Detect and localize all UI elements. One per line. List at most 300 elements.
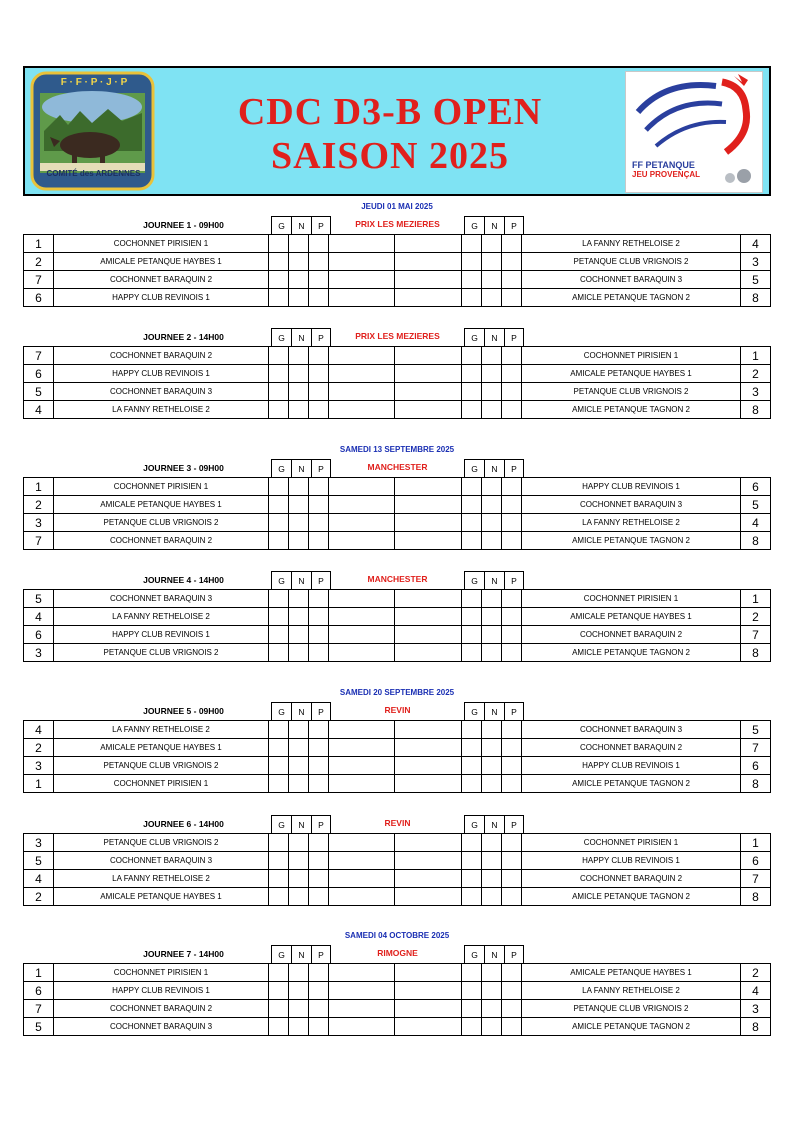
home-p-cell[interactable]: [309, 982, 329, 1000]
home-seed: 6: [24, 289, 54, 307]
away-g-cell[interactable]: [462, 775, 482, 793]
home-g-cell[interactable]: [269, 496, 289, 514]
home-score-cell[interactable]: [329, 271, 395, 289]
away-p-cell[interactable]: [502, 532, 522, 550]
home-seed: 7: [24, 1000, 54, 1018]
away-g-cell[interactable]: [462, 496, 482, 514]
home-seed: 2: [24, 253, 54, 271]
round-header: [23, 216, 770, 235]
home-g-cell[interactable]: [269, 982, 289, 1000]
home-score-cell[interactable]: [329, 532, 395, 550]
away-score-cell[interactable]: [395, 365, 462, 383]
away-score-cell[interactable]: [395, 496, 462, 514]
home-p-cell[interactable]: [309, 644, 329, 662]
away-score-cell[interactable]: [395, 532, 462, 550]
home-p-cell[interactable]: [309, 532, 329, 550]
home-p-cell[interactable]: [309, 964, 329, 982]
away-n-cell[interactable]: [482, 982, 502, 1000]
away-n-cell[interactable]: [482, 964, 502, 982]
home-n-cell[interactable]: [289, 590, 309, 608]
away-seed: 5: [741, 271, 771, 289]
col-p: P: [311, 459, 331, 478]
away-score-cell[interactable]: [395, 626, 462, 644]
away-n-cell[interactable]: [482, 401, 502, 419]
home-score-cell[interactable]: [329, 834, 395, 852]
home-n-cell[interactable]: [289, 514, 309, 532]
away-g-cell[interactable]: [462, 347, 482, 365]
away-g-cell[interactable]: [462, 964, 482, 982]
away-p-cell[interactable]: [502, 514, 522, 532]
away-n-cell[interactable]: [482, 365, 502, 383]
away-seed: 7: [741, 739, 771, 757]
home-p-cell[interactable]: [309, 757, 329, 775]
away-score-cell[interactable]: [395, 253, 462, 271]
home-n-cell[interactable]: [289, 964, 309, 982]
away-p-cell[interactable]: [502, 1000, 522, 1018]
away-score-cell[interactable]: [395, 834, 462, 852]
away-n-cell[interactable]: [482, 235, 502, 253]
away-p-cell[interactable]: [502, 626, 522, 644]
away-seed: 8: [741, 401, 771, 419]
home-p-cell[interactable]: [309, 852, 329, 870]
home-n-cell[interactable]: [289, 870, 309, 888]
away-score-cell[interactable]: [395, 401, 462, 419]
home-seed: 5: [24, 1018, 54, 1036]
home-team: HAPPY CLUB REVINOIS 1: [54, 982, 269, 1000]
away-n-cell[interactable]: [482, 347, 502, 365]
home-score-cell[interactable]: [329, 626, 395, 644]
round-label: JOURNEE 3 - 09H00: [143, 463, 224, 473]
away-p-cell[interactable]: [502, 271, 522, 289]
away-seed: 8: [741, 775, 771, 793]
away-seed: 2: [741, 608, 771, 626]
home-p-cell[interactable]: [309, 834, 329, 852]
away-g-cell[interactable]: [462, 834, 482, 852]
away-score-cell[interactable]: [395, 289, 462, 307]
away-p-cell[interactable]: [502, 347, 522, 365]
away-p-cell[interactable]: [502, 964, 522, 982]
away-n-cell[interactable]: [482, 496, 502, 514]
away-p-cell[interactable]: [502, 775, 522, 793]
round-venue: MANCHESTER: [367, 462, 428, 472]
home-g-cell[interactable]: [269, 1000, 289, 1018]
away-g-cell[interactable]: [462, 852, 482, 870]
home-g-cell[interactable]: [269, 964, 289, 982]
away-n-cell[interactable]: [482, 626, 502, 644]
table-row: [24, 514, 771, 532]
away-n-cell[interactable]: [482, 1018, 502, 1036]
home-p-cell[interactable]: [309, 590, 329, 608]
col-g: G: [271, 945, 291, 964]
away-n-cell[interactable]: [482, 775, 502, 793]
home-g-cell[interactable]: [269, 253, 289, 271]
home-n-cell[interactable]: [289, 365, 309, 383]
home-g-cell[interactable]: [269, 289, 289, 307]
away-g-cell[interactable]: [462, 478, 482, 496]
away-p-cell[interactable]: [502, 478, 522, 496]
away-p-cell[interactable]: [502, 852, 522, 870]
home-score-cell[interactable]: [329, 347, 395, 365]
home-g-cell[interactable]: [269, 235, 289, 253]
home-p-cell[interactable]: [309, 235, 329, 253]
away-score-cell[interactable]: [395, 757, 462, 775]
col-n: N: [291, 945, 311, 964]
round-header: [23, 945, 770, 964]
home-score-cell[interactable]: [329, 775, 395, 793]
away-score-cell[interactable]: [395, 271, 462, 289]
away-team: LA FANNY RETHELOISE 2: [522, 235, 741, 253]
home-p-cell[interactable]: [309, 478, 329, 496]
away-g-cell[interactable]: [462, 626, 482, 644]
home-g-cell[interactable]: [269, 608, 289, 626]
home-score-cell[interactable]: [329, 590, 395, 608]
home-g-cell[interactable]: [269, 775, 289, 793]
home-n-cell[interactable]: [289, 626, 309, 644]
home-p-cell[interactable]: [309, 289, 329, 307]
away-p-cell[interactable]: [502, 235, 522, 253]
home-score-cell[interactable]: [329, 757, 395, 775]
col-g: G: [271, 571, 291, 590]
away-score-cell[interactable]: [395, 590, 462, 608]
home-p-cell[interactable]: [309, 383, 329, 401]
away-team: AMICALE PETANQUE HAYBES 1: [522, 964, 741, 982]
home-score-cell[interactable]: [329, 365, 395, 383]
round-label: JOURNEE 2 - 14H00: [143, 332, 224, 342]
home-g-cell[interactable]: [269, 739, 289, 757]
home-p-cell[interactable]: [309, 496, 329, 514]
table-row: [24, 964, 771, 982]
away-g-cell[interactable]: [462, 870, 482, 888]
home-n-cell[interactable]: [289, 608, 309, 626]
home-g-cell[interactable]: [269, 401, 289, 419]
home-p-cell[interactable]: [309, 1000, 329, 1018]
away-p-cell[interactable]: [502, 721, 522, 739]
home-n-cell[interactable]: [289, 532, 309, 550]
away-p-cell[interactable]: [502, 644, 522, 662]
table-row: [24, 289, 771, 307]
away-p-cell[interactable]: [502, 739, 522, 757]
table-row: [24, 775, 771, 793]
away-seed: 1: [741, 347, 771, 365]
home-n-cell[interactable]: [289, 1018, 309, 1036]
home-team: COCHONNET BARAQUIN 2: [54, 532, 269, 550]
away-g-cell[interactable]: [462, 365, 482, 383]
home-score-cell[interactable]: [329, 721, 395, 739]
away-n-cell[interactable]: [482, 757, 502, 775]
away-p-cell[interactable]: [502, 608, 522, 626]
away-g-cell[interactable]: [462, 235, 482, 253]
away-n-cell[interactable]: [482, 253, 502, 271]
away-score-cell[interactable]: [395, 347, 462, 365]
col-n: N: [484, 571, 504, 590]
home-p-cell[interactable]: [309, 271, 329, 289]
home-n-cell[interactable]: [289, 401, 309, 419]
col-n: N: [484, 459, 504, 478]
away-seed: 3: [741, 253, 771, 271]
away-n-cell[interactable]: [482, 888, 502, 906]
home-g-cell[interactable]: [269, 626, 289, 644]
home-p-cell[interactable]: [309, 401, 329, 419]
away-g-cell[interactable]: [462, 590, 482, 608]
home-score-cell[interactable]: [329, 1000, 395, 1018]
away-p-cell[interactable]: [502, 496, 522, 514]
home-n-cell[interactable]: [289, 347, 309, 365]
table-row: [24, 608, 771, 626]
table-row: [24, 721, 771, 739]
away-n-cell[interactable]: [482, 1000, 502, 1018]
away-p-cell[interactable]: [502, 590, 522, 608]
away-seed: 1: [741, 834, 771, 852]
home-n-cell[interactable]: [289, 289, 309, 307]
away-n-cell[interactable]: [482, 739, 502, 757]
away-team: COCHONNET BARAQUIN 3: [522, 496, 741, 514]
away-seed: 8: [741, 532, 771, 550]
away-g-cell[interactable]: [462, 721, 482, 739]
home-score-cell[interactable]: [329, 888, 395, 906]
home-n-cell[interactable]: [289, 235, 309, 253]
home-score-cell[interactable]: [329, 964, 395, 982]
home-team: COCHONNET BARAQUIN 3: [54, 1018, 269, 1036]
col-p: P: [311, 945, 331, 964]
home-score-cell[interactable]: [329, 514, 395, 532]
away-score-cell[interactable]: [395, 870, 462, 888]
away-g-cell[interactable]: [462, 757, 482, 775]
home-g-cell[interactable]: [269, 1018, 289, 1036]
table-row: [24, 235, 771, 253]
away-p-cell[interactable]: [502, 870, 522, 888]
away-g-cell[interactable]: [462, 739, 482, 757]
home-g-cell[interactable]: [269, 721, 289, 739]
away-g-cell[interactable]: [462, 1018, 482, 1036]
away-seed: 3: [741, 1000, 771, 1018]
away-g-cell[interactable]: [462, 608, 482, 626]
home-n-cell[interactable]: [289, 888, 309, 906]
home-seed: 2: [24, 739, 54, 757]
away-g-cell[interactable]: [462, 532, 482, 550]
away-score-cell[interactable]: [395, 852, 462, 870]
home-g-cell[interactable]: [269, 757, 289, 775]
away-p-cell[interactable]: [502, 1018, 522, 1036]
home-n-cell[interactable]: [289, 757, 309, 775]
home-seed: 1: [24, 235, 54, 253]
home-p-cell[interactable]: [309, 888, 329, 906]
home-g-cell[interactable]: [269, 383, 289, 401]
home-team: COCHONNET PIRISIEN 1: [54, 964, 269, 982]
away-n-cell[interactable]: [482, 271, 502, 289]
away-p-cell[interactable]: [502, 757, 522, 775]
home-p-cell[interactable]: [309, 721, 329, 739]
away-n-cell[interactable]: [482, 514, 502, 532]
away-n-cell[interactable]: [482, 721, 502, 739]
round-header: [23, 815, 770, 834]
col-p: P: [311, 328, 331, 347]
home-g-cell[interactable]: [269, 870, 289, 888]
home-p-cell[interactable]: [309, 347, 329, 365]
away-g-cell[interactable]: [462, 253, 482, 271]
away-g-cell[interactable]: [462, 514, 482, 532]
col-g: G: [464, 571, 484, 590]
table-row: [24, 365, 771, 383]
home-score-cell[interactable]: [329, 401, 395, 419]
home-n-cell[interactable]: [289, 834, 309, 852]
away-n-cell[interactable]: [482, 289, 502, 307]
home-score-cell[interactable]: [329, 870, 395, 888]
home-n-cell[interactable]: [289, 644, 309, 662]
home-p-cell[interactable]: [309, 608, 329, 626]
away-score-cell[interactable]: [395, 644, 462, 662]
col-g: G: [271, 702, 291, 721]
away-score-cell[interactable]: [395, 964, 462, 982]
home-n-cell[interactable]: [289, 271, 309, 289]
away-score-cell[interactable]: [395, 775, 462, 793]
away-score-cell[interactable]: [395, 235, 462, 253]
away-p-cell[interactable]: [502, 982, 522, 1000]
away-p-cell[interactable]: [502, 888, 522, 906]
home-n-cell[interactable]: [289, 478, 309, 496]
away-p-cell[interactable]: [502, 834, 522, 852]
away-score-cell[interactable]: [395, 721, 462, 739]
home-p-cell[interactable]: [309, 365, 329, 383]
col-n: N: [291, 815, 311, 834]
away-n-cell[interactable]: [482, 383, 502, 401]
away-p-cell[interactable]: [502, 365, 522, 383]
home-score-cell[interactable]: [329, 644, 395, 662]
away-score-cell[interactable]: [395, 982, 462, 1000]
away-g-cell[interactable]: [462, 888, 482, 906]
home-p-cell[interactable]: [309, 514, 329, 532]
round-table: [23, 234, 771, 307]
home-g-cell[interactable]: [269, 478, 289, 496]
home-n-cell[interactable]: [289, 775, 309, 793]
home-g-cell[interactable]: [269, 347, 289, 365]
away-n-cell[interactable]: [482, 870, 502, 888]
away-g-cell[interactable]: [462, 383, 482, 401]
home-score-cell[interactable]: [329, 289, 395, 307]
col-n: N: [291, 571, 311, 590]
right-logo-line1: FF PETANQUE: [632, 160, 695, 170]
round-table: [23, 720, 771, 793]
home-team: LA FANNY RETHELOISE 2: [54, 608, 269, 626]
col-p: P: [311, 571, 331, 590]
away-score-cell[interactable]: [395, 1018, 462, 1036]
home-p-cell[interactable]: [309, 739, 329, 757]
home-score-cell[interactable]: [329, 235, 395, 253]
home-score-cell[interactable]: [329, 496, 395, 514]
away-g-cell[interactable]: [462, 289, 482, 307]
away-score-cell[interactable]: [395, 1000, 462, 1018]
home-g-cell[interactable]: [269, 644, 289, 662]
home-n-cell[interactable]: [289, 253, 309, 271]
home-seed: 1: [24, 478, 54, 496]
home-g-cell[interactable]: [269, 365, 289, 383]
home-n-cell[interactable]: [289, 383, 309, 401]
home-n-cell[interactable]: [289, 852, 309, 870]
away-team: COCHONNET PIRISIEN 1: [522, 590, 741, 608]
round-date: JEUDI 01 MAI 2025: [361, 202, 433, 211]
home-p-cell[interactable]: [309, 775, 329, 793]
home-score-cell[interactable]: [329, 739, 395, 757]
round-label: JOURNEE 4 - 14H00: [143, 575, 224, 585]
away-g-cell[interactable]: [462, 271, 482, 289]
home-n-cell[interactable]: [289, 739, 309, 757]
round-table: [23, 833, 771, 906]
table-row: [24, 347, 771, 365]
home-score-cell[interactable]: [329, 1018, 395, 1036]
away-team: PETANQUE CLUB VRIGNOIS 2: [522, 1000, 741, 1018]
home-score-cell[interactable]: [329, 982, 395, 1000]
home-seed: 4: [24, 401, 54, 419]
home-team: PETANQUE CLUB VRIGNOIS 2: [54, 514, 269, 532]
away-n-cell[interactable]: [482, 644, 502, 662]
away-p-cell[interactable]: [502, 253, 522, 271]
round-date: SAMEDI 20 SEPTEMBRE 2025: [339, 688, 455, 697]
col-g: G: [464, 216, 484, 235]
home-score-cell[interactable]: [329, 253, 395, 271]
away-n-cell[interactable]: [482, 532, 502, 550]
away-p-cell[interactable]: [502, 383, 522, 401]
home-p-cell[interactable]: [309, 253, 329, 271]
away-g-cell[interactable]: [462, 982, 482, 1000]
home-score-cell[interactable]: [329, 852, 395, 870]
home-g-cell[interactable]: [269, 532, 289, 550]
away-n-cell[interactable]: [482, 590, 502, 608]
col-g: G: [464, 459, 484, 478]
home-seed: 6: [24, 982, 54, 1000]
home-g-cell[interactable]: [269, 514, 289, 532]
home-g-cell[interactable]: [269, 888, 289, 906]
away-score-cell[interactable]: [395, 888, 462, 906]
away-score-cell[interactable]: [395, 383, 462, 401]
home-n-cell[interactable]: [289, 1000, 309, 1018]
away-team: COCHONNET BARAQUIN 2: [522, 739, 741, 757]
home-n-cell[interactable]: [289, 721, 309, 739]
away-score-cell[interactable]: [395, 739, 462, 757]
away-n-cell[interactable]: [482, 852, 502, 870]
away-team: AMICLE PETANQUE TAGNON 2: [522, 532, 741, 550]
away-score-cell[interactable]: [395, 514, 462, 532]
home-g-cell[interactable]: [269, 271, 289, 289]
home-p-cell[interactable]: [309, 870, 329, 888]
round-table: [23, 589, 771, 662]
table-row: [24, 401, 771, 419]
away-p-cell[interactable]: [502, 289, 522, 307]
away-n-cell[interactable]: [482, 834, 502, 852]
away-score-cell[interactable]: [395, 478, 462, 496]
home-g-cell[interactable]: [269, 590, 289, 608]
away-g-cell[interactable]: [462, 644, 482, 662]
away-seed: 4: [741, 982, 771, 1000]
home-score-cell[interactable]: [329, 608, 395, 626]
home-n-cell[interactable]: [289, 496, 309, 514]
home-g-cell[interactable]: [269, 834, 289, 852]
away-n-cell[interactable]: [482, 478, 502, 496]
away-team: COCHONNET PIRISIEN 1: [522, 347, 741, 365]
home-n-cell[interactable]: [289, 982, 309, 1000]
col-g: G: [271, 328, 291, 347]
away-g-cell[interactable]: [462, 1000, 482, 1018]
home-score-cell[interactable]: [329, 478, 395, 496]
home-score-cell[interactable]: [329, 383, 395, 401]
home-seed: 4: [24, 870, 54, 888]
home-p-cell[interactable]: [309, 1018, 329, 1036]
away-n-cell[interactable]: [482, 608, 502, 626]
away-p-cell[interactable]: [502, 401, 522, 419]
home-p-cell[interactable]: [309, 626, 329, 644]
away-score-cell[interactable]: [395, 608, 462, 626]
away-g-cell[interactable]: [462, 401, 482, 419]
home-g-cell[interactable]: [269, 852, 289, 870]
away-seed: 7: [741, 870, 771, 888]
